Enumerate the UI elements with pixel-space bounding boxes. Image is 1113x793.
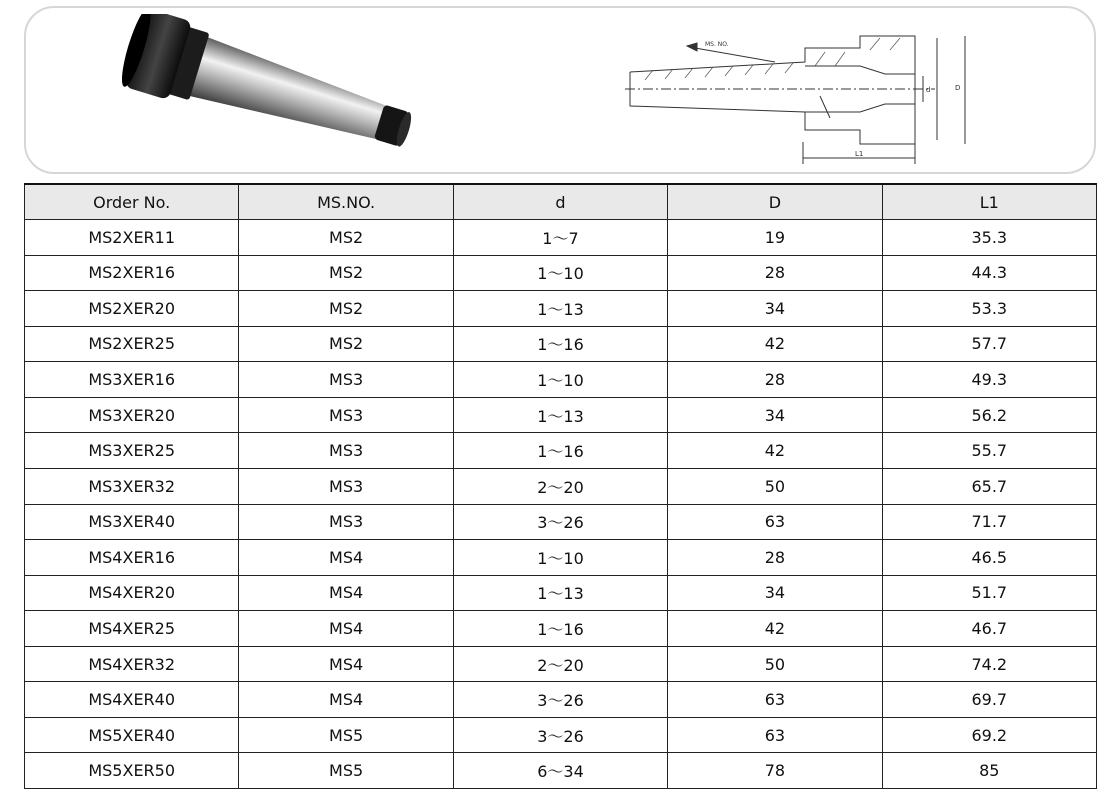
- col-header-L1: L1: [882, 184, 1096, 220]
- d-cell: 1～13: [453, 397, 667, 433]
- order-no-cell: MS4XER32: [25, 646, 239, 682]
- L1-cell: 69.2: [882, 717, 1096, 753]
- order-no-cell: MS2XER11: [25, 220, 239, 256]
- order-no-cell: MS4XER40: [25, 682, 239, 718]
- order-no-cell: MS4XER16: [25, 540, 239, 576]
- col-header-D: D: [668, 184, 882, 220]
- d-cell: 1～16: [453, 611, 667, 647]
- table-row: [25, 362, 1097, 398]
- L1-cell: 85: [882, 753, 1096, 789]
- ms-no-cell: MS3: [239, 362, 453, 398]
- order-no-cell: MS3XER32: [25, 468, 239, 504]
- col-header-ms-no: MS.NO.: [239, 184, 453, 220]
- d-cell: 1～10: [453, 540, 667, 576]
- ms-no-cell: MS3: [239, 468, 453, 504]
- D-cell: 28: [668, 540, 882, 576]
- table-row: [25, 682, 1097, 718]
- L1-cell: 46.7: [882, 611, 1096, 647]
- table-row: [25, 397, 1097, 433]
- L1-cell: 55.7: [882, 433, 1096, 469]
- order-no-cell: MS2XER20: [25, 291, 239, 327]
- table-body: [25, 220, 1097, 789]
- d-cell: 1～16: [453, 326, 667, 362]
- L1-cell: 51.7: [882, 575, 1096, 611]
- d-cell: 1～13: [453, 291, 667, 327]
- order-no-cell: MS4XER25: [25, 611, 239, 647]
- collet-chuck-photo: [122, 14, 422, 164]
- d-cell: 3～26: [453, 504, 667, 540]
- D-cell: 42: [668, 433, 882, 469]
- ms-no-cell: MS4: [239, 611, 453, 647]
- L1-cell: 69.7: [882, 682, 1096, 718]
- ms-no-cell: MS3: [239, 504, 453, 540]
- d-cell: 2～20: [453, 468, 667, 504]
- d-cell: 1～7: [453, 220, 667, 256]
- D-cell: 28: [668, 255, 882, 291]
- ms-no-cell: MS4: [239, 682, 453, 718]
- D-cell: 42: [668, 611, 882, 647]
- L1-cell: 56.2: [882, 397, 1096, 433]
- drawing-label-D: D: [955, 84, 961, 92]
- table-row: [25, 717, 1097, 753]
- d-cell: 1～10: [453, 362, 667, 398]
- D-cell: 42: [668, 326, 882, 362]
- D-cell: 50: [668, 646, 882, 682]
- D-cell: 34: [668, 291, 882, 327]
- D-cell: 63: [668, 682, 882, 718]
- L1-cell: 57.7: [882, 326, 1096, 362]
- d-cell: 1～13: [453, 575, 667, 611]
- d-cell: 3～26: [453, 682, 667, 718]
- table-row: [25, 504, 1097, 540]
- ms-no-cell: MS4: [239, 540, 453, 576]
- d-cell: 6～34: [453, 753, 667, 789]
- D-cell: 50: [668, 468, 882, 504]
- order-no-cell: MS2XER25: [25, 326, 239, 362]
- D-cell: 34: [668, 575, 882, 611]
- order-no-cell: MS3XER20: [25, 397, 239, 433]
- d-cell: 3～26: [453, 717, 667, 753]
- L1-cell: 44.3: [882, 255, 1096, 291]
- L1-cell: 49.3: [882, 362, 1096, 398]
- table-row: [25, 575, 1097, 611]
- L1-cell: 35.3: [882, 220, 1096, 256]
- order-no-cell: MS3XER25: [25, 433, 239, 469]
- col-header-d: d: [453, 184, 667, 220]
- ms-no-cell: MS4: [239, 646, 453, 682]
- ms-no-cell: MS2: [239, 220, 453, 256]
- ms-no-cell: MS2: [239, 291, 453, 327]
- ms-no-cell: MS5: [239, 717, 453, 753]
- order-no-cell: MS5XER50: [25, 753, 239, 789]
- L1-cell: 65.7: [882, 468, 1096, 504]
- L1-cell: 74.2: [882, 646, 1096, 682]
- table-row: [25, 540, 1097, 576]
- table-row: [25, 468, 1097, 504]
- d-cell: 1～10: [453, 255, 667, 291]
- table-row: [25, 646, 1097, 682]
- table-row: [25, 291, 1097, 327]
- order-no-cell: MS5XER40: [25, 717, 239, 753]
- technical-drawing: [625, 32, 975, 167]
- D-cell: 19: [668, 220, 882, 256]
- ms-no-cell: MS5: [239, 753, 453, 789]
- ms-no-cell: MS4: [239, 575, 453, 611]
- ms-no-cell: MS2: [239, 255, 453, 291]
- ms-no-cell: MS3: [239, 433, 453, 469]
- spec-table: [24, 183, 1097, 789]
- drawing-label-d: d: [926, 86, 931, 94]
- L1-cell: 71.7: [882, 504, 1096, 540]
- table-row: [25, 433, 1097, 469]
- D-cell: 63: [668, 504, 882, 540]
- table-row: [25, 326, 1097, 362]
- D-cell: 34: [668, 397, 882, 433]
- table-header-row: [25, 184, 1097, 220]
- order-no-cell: MS2XER16: [25, 255, 239, 291]
- order-no-cell: MS4XER20: [25, 575, 239, 611]
- D-cell: 78: [668, 753, 882, 789]
- table-row: [25, 753, 1097, 789]
- D-cell: 63: [668, 717, 882, 753]
- L1-cell: 53.3: [882, 291, 1096, 327]
- col-header-order-no: Order No.: [25, 184, 239, 220]
- order-no-cell: MS3XER16: [25, 362, 239, 398]
- drawing-label-ms-no: MS. NO.: [705, 41, 729, 48]
- ms-no-cell: MS2: [239, 326, 453, 362]
- d-cell: 2～20: [453, 646, 667, 682]
- ms-no-cell: MS3: [239, 397, 453, 433]
- table-row: [25, 220, 1097, 256]
- d-cell: 1～16: [453, 433, 667, 469]
- drawing-label-L1: L1: [855, 150, 864, 158]
- L1-cell: 46.5: [882, 540, 1096, 576]
- table-row: [25, 611, 1097, 647]
- D-cell: 28: [668, 362, 882, 398]
- order-no-cell: MS3XER40: [25, 504, 239, 540]
- table-row: [25, 255, 1097, 291]
